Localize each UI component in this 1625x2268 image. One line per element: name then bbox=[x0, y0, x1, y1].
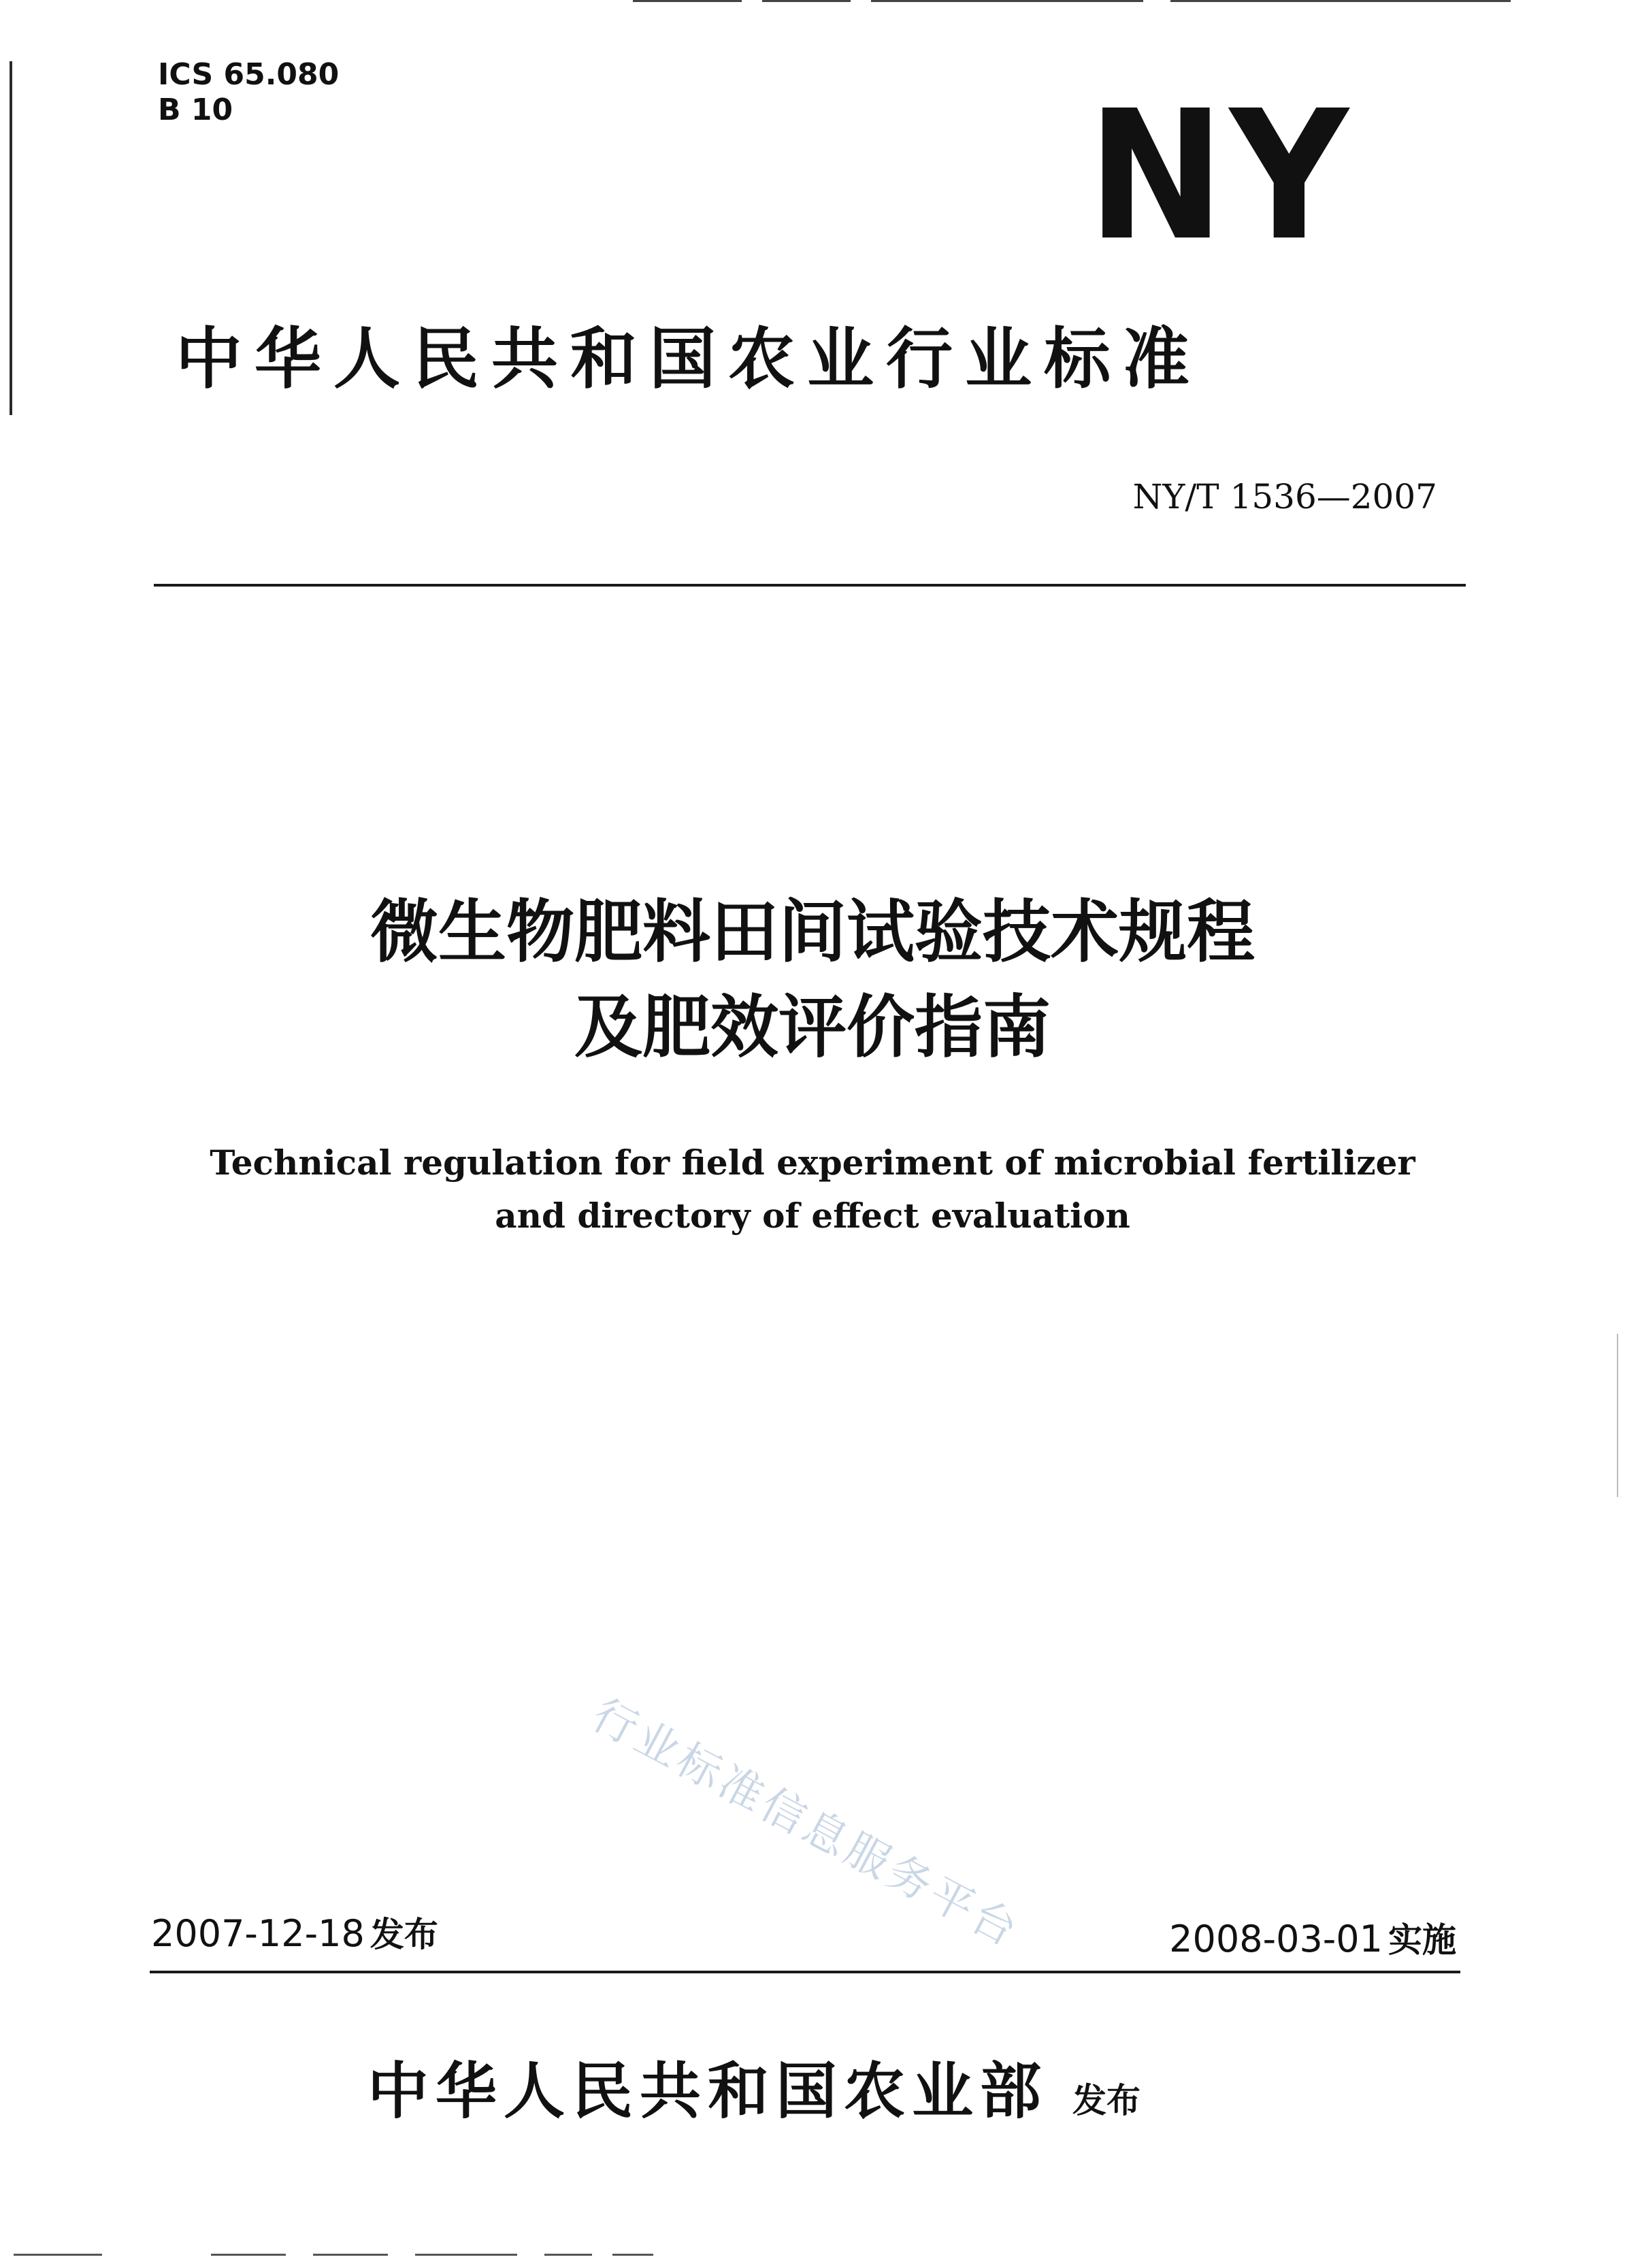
issuer-block bbox=[367, 2041, 1140, 2130]
document-title-en bbox=[0, 1136, 1625, 1243]
issue-date: 2007-12-18 bbox=[151, 1912, 365, 1955]
implement-label: 实施 bbox=[1388, 1920, 1456, 1960]
implement-date-block bbox=[1169, 1918, 1456, 1962]
watermark: 行业标准信息服务平台 bbox=[584, 1690, 1029, 1958]
scan-edge-mark bbox=[1617, 1334, 1618, 1497]
scan-bottom-mark bbox=[313, 2254, 388, 2256]
issue-date-block bbox=[151, 1912, 438, 1956]
scan-edge-mark bbox=[10, 61, 12, 415]
scan-bottom-mark bbox=[14, 2254, 102, 2256]
implement-date: 2008-03-01 bbox=[1169, 1918, 1383, 1960]
bottom-divider bbox=[150, 1971, 1460, 1973]
scan-bottom-mark bbox=[612, 2254, 653, 2256]
classification-codes bbox=[158, 57, 339, 128]
issuer-suffix: 发布 bbox=[1072, 2081, 1140, 2120]
ny-logo: NY bbox=[1087, 72, 1353, 280]
issue-label: 发布 bbox=[370, 1915, 438, 1954]
document-title-cn bbox=[0, 885, 1625, 1075]
standard-code: NY/T 1536—2007 bbox=[1132, 477, 1437, 516]
ccs-code: B 10 bbox=[158, 93, 233, 127]
scan-bottom-mark bbox=[211, 2254, 286, 2256]
scan-top-mark bbox=[1170, 0, 1511, 2]
ics-code: ICS 65.080 bbox=[158, 57, 340, 92]
scan-top-mark bbox=[871, 0, 1143, 2]
title-en-line-2: and directory of effect evaluation bbox=[495, 1196, 1130, 1236]
issuer-name: 中华人民共和国农业部 bbox=[367, 2055, 1048, 2127]
scan-top-mark bbox=[633, 0, 742, 2]
top-divider bbox=[154, 584, 1466, 587]
standard-category-title: 中华人民共和国农业行业标准 bbox=[176, 321, 1202, 398]
title-en-line-1: Technical regulation for field experiment of microbial fertilizer bbox=[210, 1143, 1415, 1183]
title-cn-line-2: 及肥效评价指南 bbox=[574, 987, 1051, 1067]
scan-bottom-mark bbox=[415, 2254, 517, 2256]
scan-top-mark bbox=[762, 0, 851, 2]
scan-bottom-mark bbox=[544, 2254, 592, 2256]
title-cn-line-1: 微生物肥料田间试验技术规程 bbox=[370, 892, 1255, 972]
